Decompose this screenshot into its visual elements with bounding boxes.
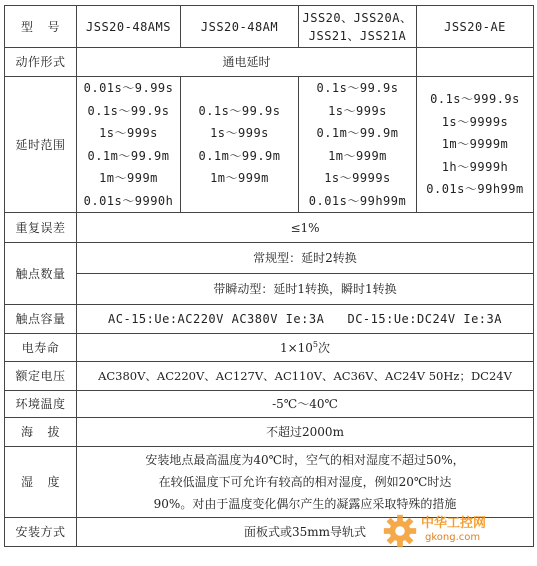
- model-3: JSS20、JSS20A、 JSS21、JSS21A: [299, 6, 417, 48]
- mount-label: 安装方式: [5, 518, 77, 547]
- life-value: $1\times 10^5$次: [77, 334, 534, 362]
- value-line: 1m～9999m: [441, 137, 509, 152]
- row-model: [5, 6, 534, 48]
- value-line: 0.1s～999.9s: [430, 92, 520, 107]
- model-2: JSS20-48AM: [181, 6, 299, 48]
- value-line: 0.1s～99.9s: [87, 103, 170, 118]
- model-1: JSS20-48AMS: [77, 6, 181, 48]
- model-4: JSS20-AE: [417, 6, 534, 48]
- watermark-url: gkong.com: [425, 532, 481, 543]
- row-life: [5, 334, 534, 362]
- value-line: 1m～999m: [328, 148, 387, 163]
- gear-icon: [381, 512, 419, 550]
- humidity-value: [77, 447, 534, 518]
- range-col-1: [77, 77, 181, 213]
- altitude-label: 海 拔: [5, 418, 77, 447]
- row-contacts-normal: [5, 243, 534, 274]
- row-contacts-instant: [5, 274, 534, 305]
- value-line: 0.01s～99h99m: [308, 193, 407, 208]
- value-line: 在较低温度下可允许有较高的相对湿度，例如20℃时达: [158, 475, 452, 489]
- temp-label: 环境温度: [5, 391, 77, 418]
- row-range: [5, 77, 534, 213]
- row-altitude: [5, 418, 534, 447]
- action-empty: [417, 48, 534, 77]
- repeat-error-value: ≤1%: [77, 213, 534, 243]
- value-line: 0.1m～99.9m: [316, 126, 399, 140]
- row-voltage: [5, 362, 534, 391]
- repeat-error-label: 重复误差: [5, 213, 77, 243]
- action-label: 动作形式: [5, 48, 77, 77]
- contacts-instant: 带瞬动型：延时1转换，瞬时1转换: [77, 274, 534, 305]
- range-col-2: [181, 77, 299, 213]
- range-col-3: [299, 77, 417, 213]
- temp-value: -5℃～40℃: [77, 391, 534, 418]
- value-line: 0.1m～99.9m: [198, 148, 281, 163]
- voltage-label: 额定电压: [5, 362, 77, 391]
- value-line: 1s～999s: [328, 103, 387, 118]
- watermark-logo: [381, 508, 531, 558]
- row-temp: [5, 391, 534, 418]
- value-line: 0.1m～99.9m: [87, 148, 170, 163]
- contacts-label: 触点数量: [5, 243, 77, 305]
- value-line: 0.01s～9990h: [83, 193, 174, 208]
- value-line: 0.1s～99.9s: [198, 103, 281, 118]
- value-line: 90%。对由于温度变化偶尔产生的凝露应采取特殊的措施: [153, 497, 457, 511]
- value-line: 安装地点最高温度为40℃时，空气的相对湿度不超过50%，: [145, 453, 465, 467]
- value-line: 0.1s～99.9s: [316, 81, 399, 95]
- row-humidity: [5, 447, 534, 518]
- capacity-value: AC-15:Ue:AC220V AC380V Ie:3A DC-15:Ue:DC24V Ie:3A: [77, 305, 534, 334]
- range-label: 延时范围: [5, 77, 77, 213]
- row-capacity: [5, 305, 534, 334]
- value-line: 1s～9999s: [324, 171, 391, 185]
- capacity-label: 触点容量: [5, 305, 77, 334]
- life-label: 电寿命: [5, 334, 77, 362]
- spec-table: [4, 5, 534, 547]
- altitude-value: 不超过2000m: [77, 418, 534, 447]
- value-line: 0.01s～99h99m: [426, 182, 524, 197]
- mount-value: 面板式或35mm导轨式: [77, 518, 534, 547]
- value-line: 1s～999s: [210, 126, 269, 140]
- value-line: 1m～999m: [210, 171, 269, 185]
- value-line: 1s～999s: [99, 126, 158, 140]
- value-line: 1h～9999h: [441, 159, 509, 174]
- value-line: 0.01s～9.99s: [83, 81, 174, 95]
- value-line: 1m～999m: [99, 171, 158, 185]
- action-value: 通电延时: [77, 48, 417, 77]
- watermark-title: 中华工控网: [421, 516, 487, 531]
- humidity-label: 湿 度: [5, 447, 77, 518]
- contacts-normal: 常规型：延时2转换: [77, 243, 534, 274]
- model-label: 型 号: [5, 6, 77, 48]
- range-col-4: [417, 77, 534, 213]
- row-repeat-error: [5, 213, 534, 243]
- value-line: 1s～9999s: [441, 114, 509, 129]
- voltage-value: AC380V、AC220V、AC127V、AC110V、AC36V、AC24V 50Hz；DC24V: [77, 362, 534, 391]
- row-action: [5, 48, 534, 77]
